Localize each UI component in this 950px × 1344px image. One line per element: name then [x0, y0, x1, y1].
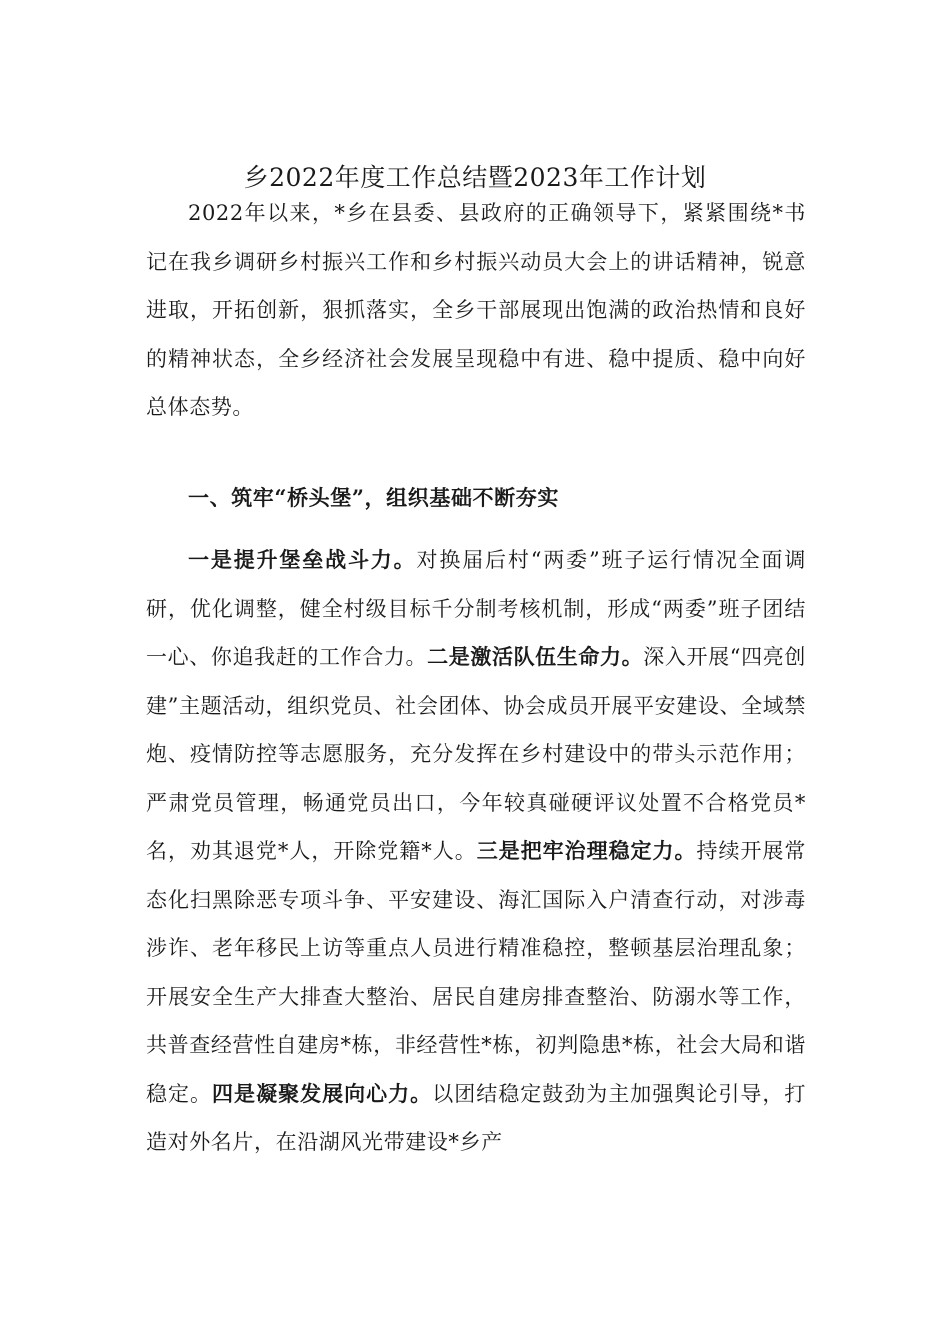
point-lead-3: 三是把牢治理稳定力。	[476, 838, 697, 863]
point-text-4: 以团结稳定鼓劲为主加强舆论引导，打造对外名片，在沿湖风光带建设*乡产	[146, 1081, 806, 1154]
point-text-1: 对换届后村“两委”班子运行情况全面调研，优化调整，健全村级目标千分制考核机制，形成“两委”班子团结一心、你追我赶的工作合力。	[146, 548, 807, 669]
point-lead-1: 一是提升堡垒战斗力。	[188, 547, 417, 572]
section-body-1	[146, 536, 806, 1167]
point-lead-4: 四是凝聚发展向心力。	[212, 1080, 433, 1106]
intro-paragraph: 2022年以来，*乡在县委、县政府的正确领导下，紧紧围绕*书记在我乡调研乡村振兴工作和乡村振兴动员大会上的讲话精神，锐意进取，开拓创新，狠抓落实，全乡干部展现出饱满的政治热情和良好的精神状态，全乡经济社会发展呈现稳中有进、稳中提质、稳中向好总体态势。	[146, 201, 806, 419]
document-title: 乡2022年度工作总结暨2023年工作计划	[243, 163, 707, 192]
point-text-3: 持续开展常态化扫黑除恶专项斗争、平安建设、海汇国际入户清查行动，对涉毒涉诈、老年移民上访等重点人员进行精准稳控，整顿基层治理乱象；开展安全生产大排查大整治、居民自建房排查整治、防溺水等工作，共普查经营性自建房*栋，非经营性*栋，初判隐患*栋，社会大局和谐稳定。	[146, 839, 807, 1106]
point-text-2: 深入开展“四亮创建”主题活动，组织党员、社会团体、协会成员开展平安建设、全域禁炮、疫情防控等志愿服务，充分发挥在乡村建设中的带头示范作用；严肃党员管理，畅通党员出口，今年较真碰硬评议处置不合格党员*名，劝其退党*人，开除党籍*人。	[146, 645, 806, 863]
point-lead-2: 二是激活队伍生命力。	[427, 644, 644, 669]
section-heading-1: 一、筑牢“桥头堡”，组织基础不断夯实	[188, 485, 559, 510]
